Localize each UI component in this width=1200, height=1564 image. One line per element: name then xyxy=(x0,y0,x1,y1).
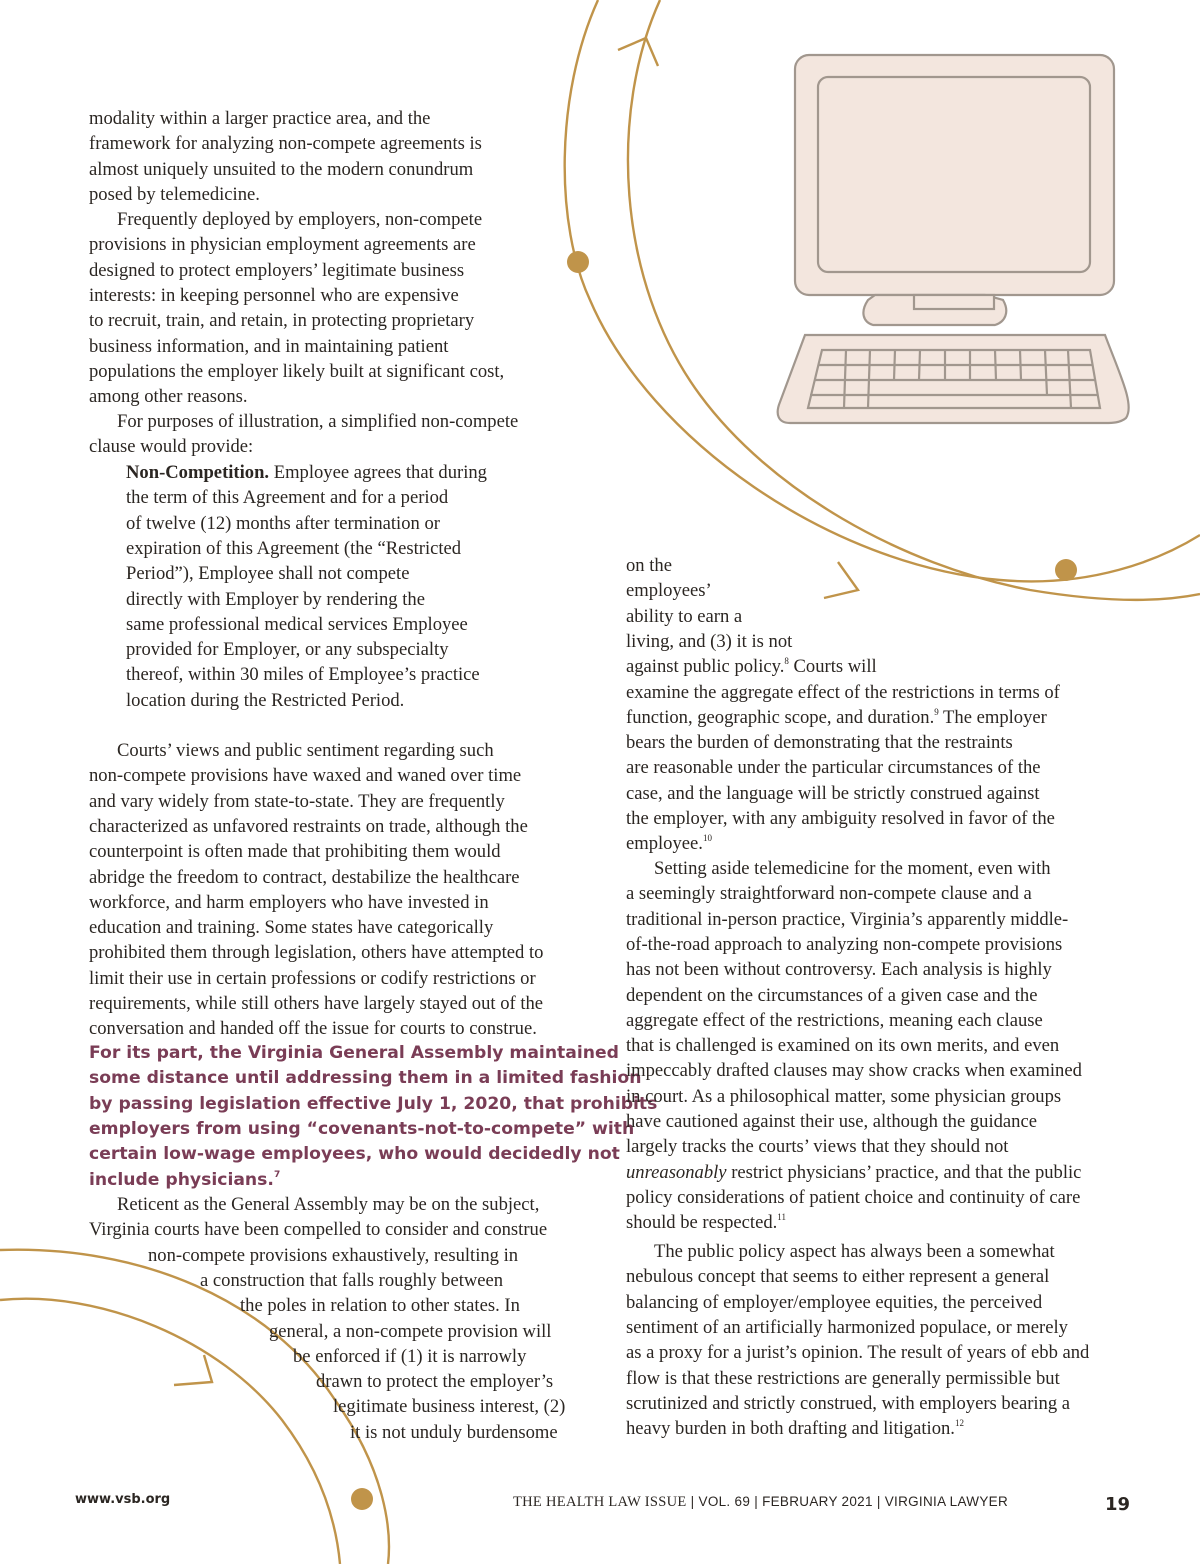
text-line xyxy=(89,915,493,940)
monitor-screen xyxy=(818,77,1090,272)
decorative-dot xyxy=(567,251,589,273)
text-run: interests: in keeping personnel who are expensive xyxy=(89,284,459,306)
text-line xyxy=(626,907,1068,932)
text-run: The employer xyxy=(938,706,1047,728)
text-run: limit their use in certain professions or codify restrictions or xyxy=(89,967,536,989)
text-run: general, a non-compete provision will xyxy=(269,1320,552,1342)
text-line xyxy=(626,553,672,578)
text-line xyxy=(626,578,712,603)
text-run: For purposes of illustration, a simplified non-compete xyxy=(117,411,519,432)
text-line xyxy=(626,1315,1068,1340)
text-run: The public policy aspect has always been a somewhat xyxy=(654,1241,1055,1262)
text-run: Virginia courts have been compelled to consider and construe xyxy=(89,1219,548,1241)
text-run: aggregate effect of the restrictions, meaning each clause xyxy=(626,1009,1043,1031)
text-line xyxy=(89,232,476,257)
text-run: directly with Employer by rendering the xyxy=(126,588,425,610)
decorative-dot xyxy=(1055,559,1077,581)
text-line xyxy=(89,1066,641,1091)
text-run: among other reasons. xyxy=(89,386,248,408)
text-run: modality within a larger practice area, and the xyxy=(89,108,431,129)
text-run: Courts will xyxy=(788,656,877,678)
text-line xyxy=(626,1033,1059,1058)
text-line xyxy=(126,662,480,687)
text-line xyxy=(89,1117,634,1142)
text-line xyxy=(626,1290,1042,1315)
text-line xyxy=(126,511,440,536)
text-line xyxy=(126,637,449,662)
text-run: largely tracks the courts’ views that they should not xyxy=(626,1136,1009,1158)
text-run: of-the-road approach to analyzing non-compete provisions xyxy=(626,933,1063,955)
text-line xyxy=(117,409,518,434)
text-run: be enforced if (1) it is narrowly xyxy=(293,1345,527,1367)
pull-quote-text: certain low-wage employees, who would decidedly not xyxy=(89,1144,620,1165)
text-line xyxy=(626,654,877,679)
text-run: case, and the language will be strictly construed against xyxy=(626,782,1040,804)
text-run: Reticent as the General Assembly may be on the subject, xyxy=(117,1194,540,1215)
pull-quote-text: some distance until addressing them in a limited fashion xyxy=(89,1068,642,1089)
text-line xyxy=(89,1168,280,1193)
text-run: clause would provide: xyxy=(89,436,254,458)
text-run: heavy burden in both drafting and litigation. xyxy=(626,1418,955,1440)
text-run: thereof, within 30 miles of Employee’s practice xyxy=(126,664,480,686)
text-line xyxy=(89,157,473,182)
footer-separator: | xyxy=(872,1494,885,1509)
text-run: location during the Restricted Period. xyxy=(126,689,405,711)
text-run: to recruit, train, and retain, in protecting proprietary xyxy=(89,310,475,332)
text-run: bears the burden of demonstrating that the restraints xyxy=(626,732,1013,754)
quote-heading: Non-Competition. xyxy=(126,462,270,483)
page-number: 19 xyxy=(1105,1494,1131,1515)
text-run: the poles in relation to other states. In xyxy=(240,1295,520,1317)
text-run: employees’ xyxy=(626,580,712,602)
text-run: against public policy. xyxy=(626,656,785,678)
footer-issue: THE HEALTH LAW ISSUE xyxy=(513,1494,687,1510)
text-run: same professional medical services Employee xyxy=(126,613,468,635)
text-run: a construction that falls roughly between xyxy=(200,1269,504,1291)
footer-magazine: VIRGINIA LAWYER xyxy=(884,1494,1008,1509)
text-run: dependent on the circumstances of a given case and the xyxy=(626,984,1038,1006)
text-line xyxy=(654,1239,1055,1264)
text-line xyxy=(89,890,489,915)
text-line xyxy=(89,991,543,1016)
text-run: traditional in-person practice, Virginia’s apparently middle- xyxy=(626,908,1069,930)
text-run: business information, and in maintaining patient xyxy=(89,335,449,357)
text-run: the employer, with any ambiguity resolved in favor of the xyxy=(626,808,1055,829)
computer-illustration xyxy=(778,55,1129,423)
text-line xyxy=(626,1366,1060,1391)
text-run: non-compete provisions exhaustively, resulting in xyxy=(148,1244,519,1266)
monitor-base-slot xyxy=(914,295,994,309)
text-run: employee. xyxy=(626,833,703,855)
text-line xyxy=(89,940,543,965)
text-line xyxy=(126,561,409,586)
text-line xyxy=(626,1210,786,1235)
text-run: Setting aside telemedicine for the moment, even with xyxy=(654,858,1051,879)
footer-issue-line xyxy=(513,1494,1008,1511)
text-run: has not been without controversy. Each analysis is highly xyxy=(626,959,1052,981)
footnote-ref: 7 xyxy=(273,1169,281,1180)
footnote-ref: 10 xyxy=(702,833,712,844)
text-line xyxy=(626,831,712,856)
text-line xyxy=(626,806,1055,831)
text-line xyxy=(350,1420,558,1445)
decorative-dot xyxy=(351,1488,373,1510)
text-run: almost uniquely unsuited to the modern conundrum xyxy=(89,158,474,180)
footnote-ref: 9 xyxy=(934,706,939,717)
footnote-ref: 8 xyxy=(784,656,789,667)
text-line xyxy=(626,604,742,629)
text-line xyxy=(626,1160,1081,1185)
text-run: ability to earn a xyxy=(626,605,743,627)
footnote-ref: 11 xyxy=(777,1212,786,1223)
text-run: examine the aggregate effect of the restrictions in terms of xyxy=(626,681,1060,703)
text-line xyxy=(126,536,461,561)
text-line xyxy=(126,612,468,637)
text-line xyxy=(89,1217,547,1242)
text-line xyxy=(626,1008,1043,1033)
text-line xyxy=(626,1185,1080,1210)
text-line xyxy=(240,1293,520,1318)
text-run: requirements, while still others have largely stayed out of the xyxy=(89,993,544,1014)
text-run: posed by telemedicine. xyxy=(89,183,260,205)
text-line xyxy=(89,359,504,384)
footer-date: FEBRUARY 2021 xyxy=(762,1494,873,1509)
pull-quote-text: employers from using “covenants-not-to-compete” with xyxy=(89,1118,635,1139)
text-line xyxy=(626,1264,1049,1289)
text-line xyxy=(89,384,248,409)
footnote-ref: 12 xyxy=(954,1418,964,1429)
footer-volume: VOL. 69 xyxy=(698,1494,751,1509)
text-line xyxy=(89,1016,537,1041)
text-run: and vary widely from state-to-state. They are frequently xyxy=(89,790,505,812)
text-line xyxy=(89,1041,619,1066)
text-run: education and training. Some states have categorically xyxy=(89,917,494,939)
emphasis-text: unreasonably xyxy=(626,1161,727,1183)
text-run: should be respected. xyxy=(626,1212,778,1234)
text-run: framework for analyzing non-compete agreements is xyxy=(89,133,482,155)
text-run: conversation and handed off the issue for courts to construe. xyxy=(89,1018,537,1040)
text-run: Courts’ views and public sentiment regarding such xyxy=(117,740,494,761)
text-run: are reasonable under the particular circumstances of the xyxy=(626,757,1041,779)
text-line xyxy=(626,1109,1037,1134)
text-run: populations the employer likely built at significant cost, xyxy=(89,360,505,382)
text-line xyxy=(126,587,425,612)
text-line xyxy=(626,781,1040,806)
text-line xyxy=(117,1192,539,1217)
text-line xyxy=(626,1134,1008,1159)
text-line xyxy=(117,738,494,763)
text-line xyxy=(89,1142,620,1167)
text-run: scrutinized and strictly construed, with employers bearing a xyxy=(626,1392,1071,1414)
text-run: nebulous concept that seems to either represent a general xyxy=(626,1266,1050,1288)
text-run: non-compete provisions have waxed and waned over time xyxy=(89,765,522,787)
pull-quote-text: For its part, the Virginia General Assembly maintained xyxy=(89,1043,619,1063)
text-line xyxy=(89,182,260,207)
text-line xyxy=(89,308,474,333)
text-run: characterized as unfavored restraints on trade, although the xyxy=(89,815,528,837)
text-line xyxy=(89,865,520,890)
text-line xyxy=(89,966,536,991)
text-run: designed to protect employers’ legitimate business xyxy=(89,259,465,281)
text-line xyxy=(293,1344,526,1369)
text-run: expiration of this Agreement (the “Restricted xyxy=(126,537,462,559)
text-line xyxy=(626,932,1062,957)
text-run: living, and (3) it is not xyxy=(626,630,793,652)
text-line xyxy=(626,881,1032,906)
text-line xyxy=(89,106,430,131)
arrow-icon xyxy=(174,1355,212,1385)
text-line xyxy=(89,814,528,839)
text-line xyxy=(89,839,501,864)
text-run: flow is that these restrictions are generally permissible but xyxy=(626,1367,1060,1389)
text-run: workforce, and harm employers who have invested in xyxy=(89,891,489,913)
text-run: function, geographic scope, and duration. xyxy=(626,706,935,728)
text-run: provisions in physician employment agreements are xyxy=(89,234,476,256)
text-line xyxy=(89,1092,657,1117)
text-line xyxy=(626,680,1060,705)
text-run: a seemingly straightforward non-compete clause and a xyxy=(626,883,1032,905)
text-run: that is challenged is examined on its own merits, and even xyxy=(626,1035,1060,1057)
pull-quote-text: include physicians. xyxy=(89,1169,274,1190)
text-line xyxy=(626,705,1047,730)
text-run: legitimate business interest, (2) xyxy=(333,1396,566,1418)
text-line xyxy=(89,334,448,359)
text-line xyxy=(89,283,459,308)
text-line xyxy=(654,856,1051,881)
text-line xyxy=(626,629,792,654)
text-line xyxy=(626,1340,1089,1365)
text-run: abridge the freedom to contract, destabilize the healthcare xyxy=(89,866,520,888)
text-line xyxy=(626,730,1013,755)
text-line xyxy=(126,688,404,713)
text-line xyxy=(626,983,1037,1008)
arrow-icon xyxy=(824,562,858,598)
text-run: it is not unduly burdensome xyxy=(350,1421,558,1443)
text-run: sentiment of an artificially harmonized populace, or merely xyxy=(626,1316,1068,1338)
text-line xyxy=(626,1058,1082,1083)
text-run: policy considerations of patient choice and continuity of care xyxy=(626,1186,1081,1208)
text-line xyxy=(626,957,1052,982)
text-line xyxy=(89,789,505,814)
pull-quote-text: by passing legislation effective July 1, 2020, that prohibits xyxy=(89,1093,658,1114)
text-line xyxy=(126,485,448,510)
text-run: provided for Employer, or any subspecialty xyxy=(126,639,449,661)
footer-separator: | xyxy=(686,1494,699,1509)
text-run: of twelve (12) months after termination or xyxy=(126,512,440,534)
text-line xyxy=(117,207,482,232)
text-line xyxy=(626,1391,1070,1416)
text-run: prohibited them through legislation, others have attempted to xyxy=(89,942,544,964)
text-line xyxy=(316,1369,553,1394)
text-line xyxy=(626,755,1041,780)
footer-separator: | xyxy=(750,1494,763,1509)
text-line xyxy=(269,1319,551,1344)
text-line xyxy=(148,1243,518,1268)
text-line xyxy=(626,1416,964,1441)
text-line xyxy=(89,131,482,156)
text-line xyxy=(333,1394,565,1419)
text-line xyxy=(89,434,253,459)
text-run: Frequently deployed by employers, non-compete xyxy=(117,209,483,230)
text-line xyxy=(126,460,487,485)
text-run: Employee agrees that during xyxy=(269,462,487,483)
text-line xyxy=(89,763,521,788)
text-run: have cautioned against their use, although the guidance xyxy=(626,1111,1037,1132)
text-run: the term of this Agreement and for a period xyxy=(126,487,449,509)
text-run: impeccably drafted clauses may show cracks when examined xyxy=(626,1060,1082,1082)
text-run: drawn to protect the employer’s xyxy=(316,1371,554,1393)
text-run: Period”), Employee shall not compete xyxy=(126,563,410,585)
text-line xyxy=(200,1268,503,1293)
text-run: counterpoint is often made that prohibiting them would xyxy=(89,841,501,863)
text-run: balancing of employer/employee equities, the perceived xyxy=(626,1291,1043,1313)
text-line xyxy=(89,258,464,283)
text-run: restrict physicians’ practice, and that the public xyxy=(726,1161,1082,1183)
text-run: as a proxy for a jurist’s opinion. The result of years of ebb and xyxy=(626,1342,1090,1364)
text-line xyxy=(626,1084,1061,1109)
text-run: in court. As a philosophical matter, some physician groups xyxy=(626,1085,1062,1107)
footer-website[interactable]: www.vsb.org xyxy=(75,1492,171,1507)
text-run: on the xyxy=(626,555,672,576)
